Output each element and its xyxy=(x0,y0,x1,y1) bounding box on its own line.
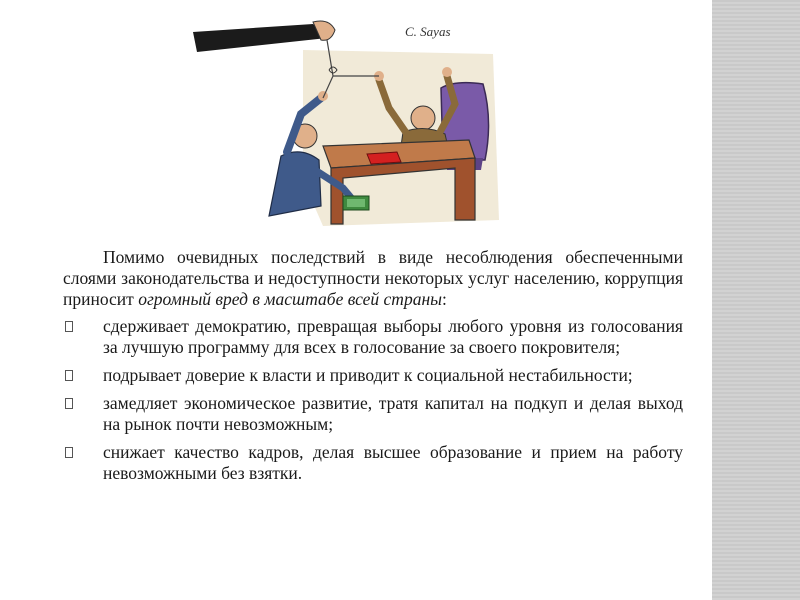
bullet-marker-icon xyxy=(65,447,73,458)
list-item: снижает качество кадров, делая высшее образование и прием на работу невозможными без взятки. xyxy=(63,442,683,484)
slide-body xyxy=(63,247,683,491)
intro-paragraph: Помимо очевидных последствий в виде несоблюдения обеспеченными слоями законодательства и недоступности некоторых услуг населению, коррупция приносит огромный вред в масштабе всей страны: xyxy=(63,247,683,309)
list-item: замедляет экономическое развитие, тратя капитал на подкуп и делая выход на рынок почти невозможным; xyxy=(63,393,683,435)
bullet-marker-icon xyxy=(65,321,73,332)
consequences-list xyxy=(63,316,683,484)
slide-sidebar-band xyxy=(712,0,800,600)
artist-signature: C. Sayas xyxy=(405,24,451,39)
bullet-marker-icon xyxy=(65,370,73,381)
bullet-marker-icon xyxy=(65,398,73,409)
corruption-cartoon-illustration xyxy=(193,10,507,232)
intro-emphasis: огромный вред в масштабе всей страны xyxy=(138,289,442,309)
list-item: подрывает доверие к власти и приводит к социальной нестабильности; xyxy=(63,365,683,386)
puppet-arm xyxy=(193,24,327,52)
red-folder xyxy=(367,152,401,164)
list-item: сдерживает демократию, превращая выборы любого уровня из голосования за лучшую программу для всех в голосование за своего покровителя; xyxy=(63,316,683,358)
